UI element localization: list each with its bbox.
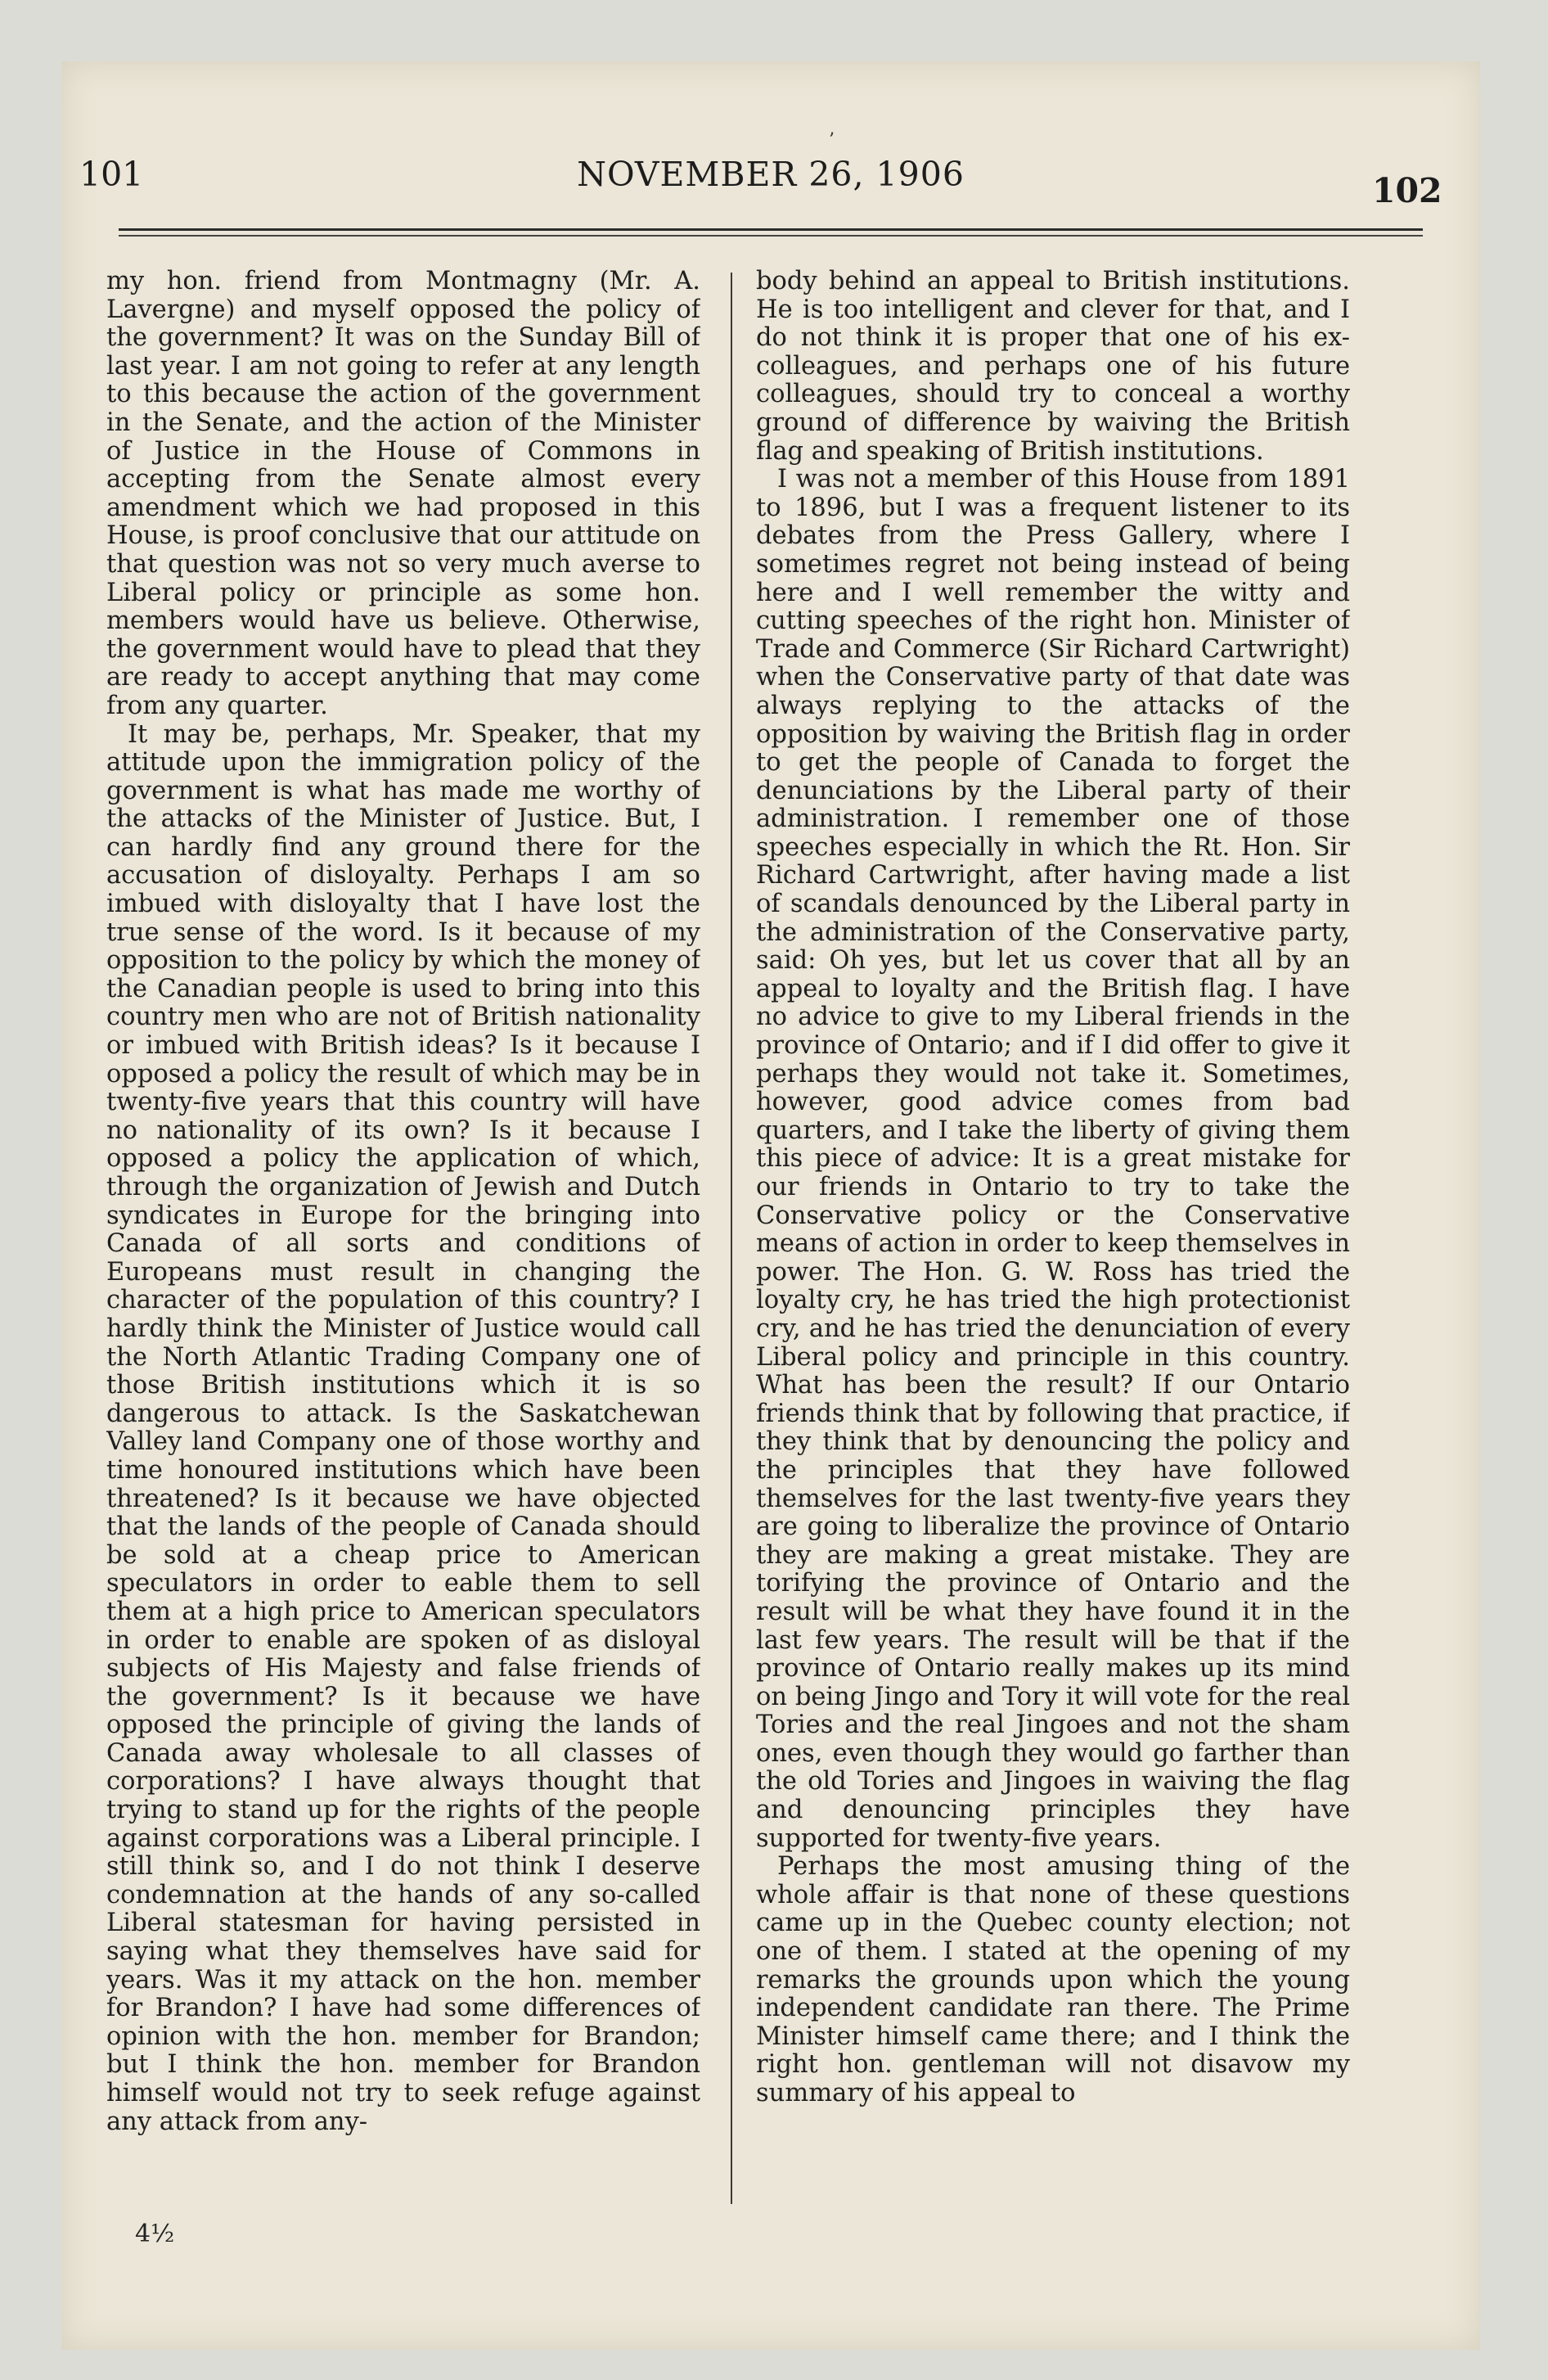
column-divider (731, 273, 732, 2204)
paragraph: Perhaps the most amusing thing of the whole affair is that none of these questions came up in the Quebec county election; not one of them. I stated at the opening of my remarks the grounds upon which the young independent candidate ran there. The Prime Minister himself came there; and I think the right hon. gentleman will not disavow my summary of his appeal to (756, 1852, 1350, 2107)
paragraph: my hon. friend from Montmagny (Mr. A. Lavergne) and myself opposed the policy of the government? It was on the Sunday Bill of last year. I am not going to refer at any length to this because the action of the government in the Senate, and the action of the Minister of Justice in the House of Commons in accepting from the Senate almost every amendment which we had proposed in this House, is proof conclusive that our attitude on that question was not so very much averse to Liberal policy or principle as some hon. members would have us believe. Otherwise, the government would have to plead that they are ready to accept anything that may come from any quarter. (106, 268, 700, 720)
right-page-number: 102 (1372, 171, 1442, 210)
ink-mark: ’ (829, 130, 835, 151)
signature-mark: 4½ (135, 2220, 175, 2248)
left-column (106, 268, 700, 2215)
right-column (756, 268, 1350, 2215)
page-date-heading: NOVEMBER 26, 1906 (577, 155, 965, 194)
document-page (61, 61, 1480, 2350)
paragraph: I was not a member of this House from 1891 to 1896, but I was a frequent listener to its debates from the Press Gallery, where I sometimes regret not being instead of being here and I well remember the witty and cutting speeches of the right hon. Minister of Trade and Commerce (Sir Richard Cartwright) when the Conservative party of that date was always replying to the attacks of the opposition by waiving the British flag in order to get the people of Canada to forget the denunciations by the Liberal party of their administration. I remember one of those speeches especially in which the Rt. Hon. Sir Richard Cartwright, after having made a list of scandals denounced by the Liberal party in the administration of the Conservative party, said: Oh yes, but let us cover that all by an appeal to loyalty and the British flag. I have no advice to give to my Liberal friends in the province of Ontario; and if I did offer to give it perhaps they would not take it. Sometimes, however, good advice comes from bad quarters, and I take the liberty of giving them this piece of advice: It is a great mistake for our friends in Ontario to try to take the Conservative policy or the Conservative means of action in order to keep themselves in power. The Hon. G. W. Ross has tried the loyalty cry, he has tried the high protectionist cry, and he has tried the denunciation of every Liberal policy and principle in this country. What has been the result? If our Ontario friends think that by following that practice, if they think that by denouncing the policy and the principles that they have followed themselves for the last twenty-five years they are going to liberalize the province of Ontario they are making a great mistake. They are torifying the province of Ontario and the result will be what they have found it in the last few years. The result will be that if the province of Ontario really makes up its mind on being Jingo and Tory it will vote for the real Tories and the real Jingoes and not the sham ones, even though they would go farther than the old Tories and Jingoes in waiving the flag and denouncing principles they have supported for twenty-five years. (756, 465, 1350, 1853)
header-rule-secondary (119, 235, 1423, 237)
left-page-number: 101 (79, 155, 144, 194)
header-rule (119, 228, 1423, 231)
paragraph: It may be, perhaps, Mr. Speaker, that my attitude upon the immigration policy of the government is what has made me worthy of the attacks of the Minister of Justice. But, I can hardly find any ground there for the accusation of disloyalty. Perhaps I am so imbued with disloyalty that I have lost the true sense of the word. Is it because of my opposition to the policy by which the money of the Canadian people is used to bring into this country men who are not of British nationality or imbued with British ideas? Is it because I opposed a policy the result of which may be in twenty-five years that this country will have no nationality of its own? Is it because I opposed a policy the application of which, through the organization of Jewish and Dutch syndicates in Europe for the bringing into Canada of all sorts and conditions of Europeans must result in changing the character of the population of this country? I hardly think the Minister of Justice would call the North Atlantic Trading Company one of those British institutions which it is so dangerous to attack. Is the Saskatchewan Valley land Company one of those worthy and time honoured institutions which have been threatened? Is it because we have objected that the lands of the people of Canada should be sold at a cheap price to American speculators in order to eable them to sell them at a high price to American speculators in order to enable are spoken of as disloyal subjects of His Majesty and false friends of the government? Is it because we have opposed the principle of giving the lands of Canada away wholesale to all classes of corporations? I have always thought that trying to stand up for the rights of the people against corporations was a Liberal principle. I still think so, and I do not think I deserve condemnation at the hands of any so-called Liberal statesman for having persisted in saying what they themselves have said for years. Was it my attack on the hon. member for Brandon? I have had some differences of opinion with the hon. member for Brandon; but I think the hon. member for Brandon himself would not try to seek refuge against any attack from any- (106, 719, 700, 2136)
paragraph: body behind an appeal to British institutions. He is too intelligent and clever for that, and I do not think it is proper that one of his ex-colleagues, and perhaps one of his future colleagues, should try to conceal a worthy ground of difference by waiving the British flag and speaking of British institutions. (756, 268, 1350, 466)
